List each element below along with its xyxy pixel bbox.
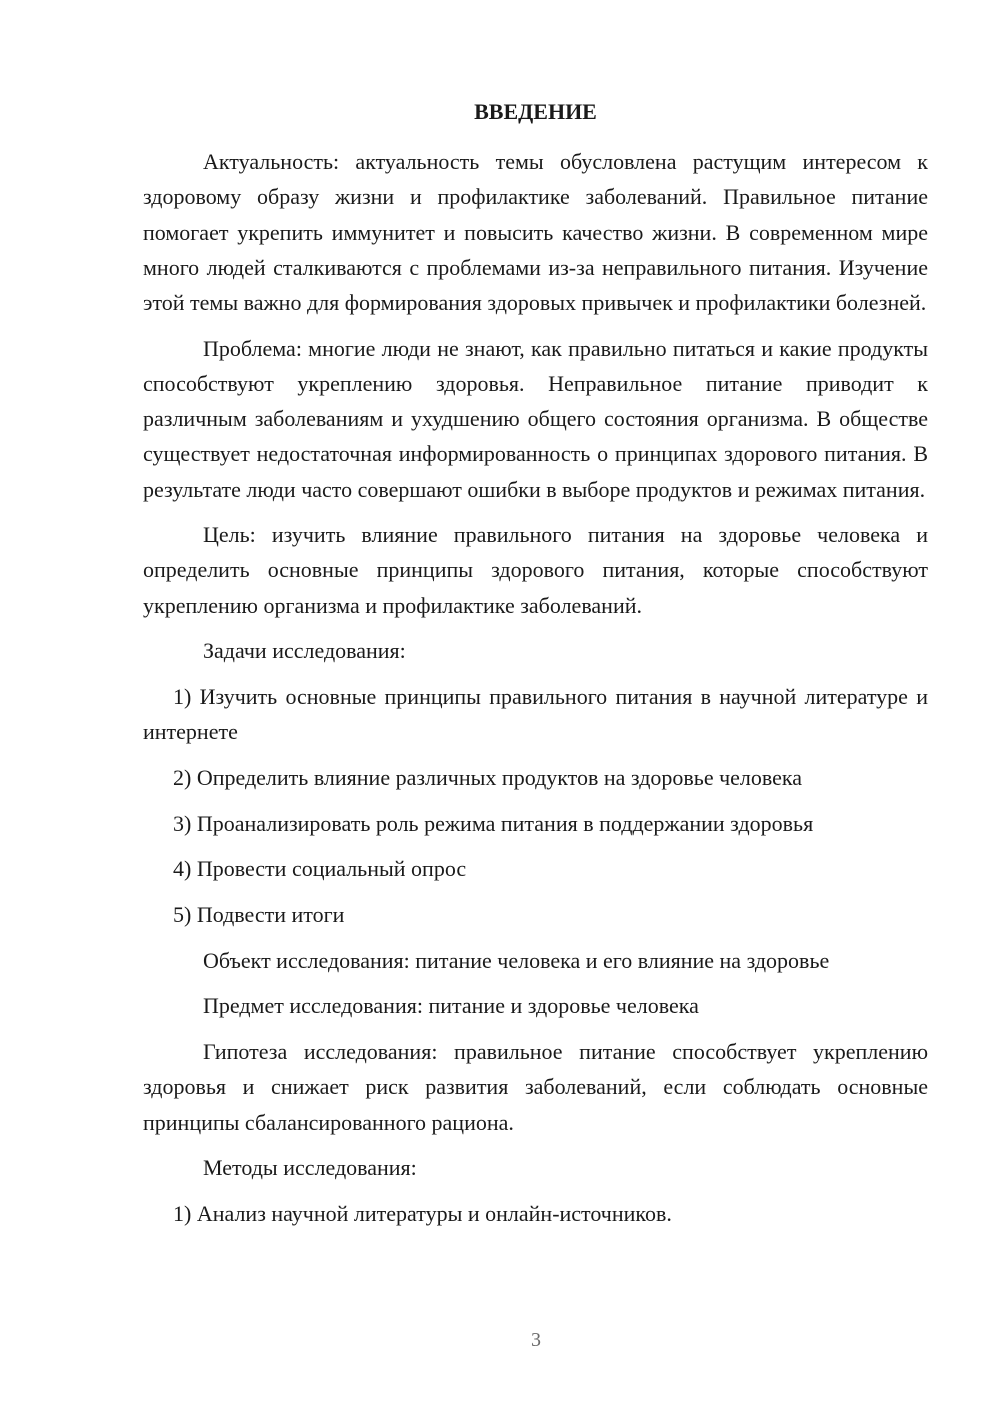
paragraph-goal: Цель: изучить влияние правильного питания на здоровье человека и определить основные принципы здорового питания, которые способствуют укреплению организма и профилактике заболеваний. <box>143 522 928 618</box>
page-content <box>143 94 928 1242</box>
task-item: 3) Проанализировать роль режима питания в поддержании здоровья <box>173 810 814 836</box>
paragraph-relevance: Актуальность: актуальность темы обусловлена растущим интересом к здоровому образу жизни и профилактике заболеваний. Правильное питание помогает укрепить иммунитет и повысить качество жизни. В современном мире много людей сталкиваются с проблемами из-за неправильного питания. Изучение этой темы важно для формирования здоровых привычек и профилактики болезней. <box>143 149 928 316</box>
methods-heading: Методы исследования: <box>203 1155 417 1181</box>
page-title: ВВЕДЕНИЕ <box>474 99 597 124</box>
task-item: 2) Определить влияние различных продуктов на здоровье человека <box>173 764 803 790</box>
page-number: 3 <box>531 1329 541 1351</box>
task-item: 1) Изучить основные принципы правильного питания в научной литературе и интернете <box>143 684 928 745</box>
method-item: 1) Анализ научной литературы и онлайн-источников. <box>173 1200 672 1226</box>
task-item: 5) Подвести итоги <box>173 902 345 928</box>
tasks-heading: Задачи исследования: <box>203 638 406 664</box>
paragraph-problem: Проблема: многие люди не знают, как правильно питаться и какие продукты способствуют укреплению здоровья. Неправильное питание приводит к различным заболеваниям и ухудшению общего состояния организма. В обществе существует недостаточная информированность о принципах здорового питания. В результате люди часто совершают ошибки в выборе продуктов и режимах питания. <box>143 335 928 502</box>
task-item: 4) Провести социальный опрос <box>173 856 467 882</box>
research-hypothesis: Гипотеза исследования: правильное питание способствует укреплению здоровья и снижает риск развития заболеваний, если соблюдать основные принципы сбалансированного рациона. <box>143 1039 928 1135</box>
research-subject: Предмет исследования: питание и здоровье человека <box>203 993 699 1019</box>
research-object: Объект исследования: питание человека и его влияние на здоровье <box>203 947 830 973</box>
